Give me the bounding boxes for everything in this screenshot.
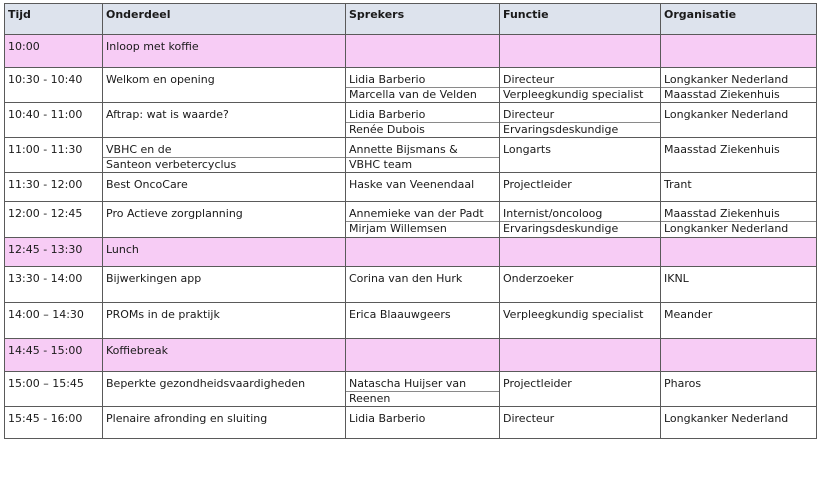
cell-onderdeel-line: PROMs in de praktijk — [106, 308, 220, 321]
cell-organisatie — [661, 267, 817, 303]
cell-functie — [500, 103, 661, 138]
cell-onderdeel — [103, 173, 346, 202]
cell-tijd — [5, 407, 103, 439]
cell-organisatie — [661, 303, 817, 339]
cell-sprekers — [346, 138, 500, 173]
cell-sprekers — [346, 267, 500, 303]
header-tijd: Tijd — [5, 4, 103, 35]
cell-functie-line: Ervaringsdeskundige — [503, 123, 619, 136]
cell-functie — [500, 68, 661, 103]
cell-tijd — [5, 35, 103, 68]
cell-onderdeel — [103, 339, 346, 372]
cell-sprekers-line: Annemieke van der Padt — [346, 207, 499, 222]
cell-sprekers-line: Renée Dubois — [349, 123, 425, 136]
table-row — [5, 372, 817, 407]
cell-onderdeel-line: Lunch — [106, 243, 139, 256]
cell-tijd-line: 15:00 – 15:45 — [8, 377, 84, 390]
cell-tijd-line: 10:00 — [8, 40, 40, 53]
break-row — [5, 339, 817, 372]
cell-sprekers-line: Erica Blaauwgeers — [349, 308, 451, 321]
cell-tijd-line: 13:30 - 14:00 — [8, 272, 83, 285]
cell-organisatie — [661, 407, 817, 439]
cell-onderdeel — [103, 372, 346, 407]
header-organisatie: Organisatie — [661, 4, 817, 35]
cell-organisatie-line: Longkanker Nederland — [664, 222, 789, 235]
cell-sprekers-line: Haske van Veenendaal — [349, 178, 475, 191]
cell-functie — [500, 372, 661, 407]
cell-tijd — [5, 173, 103, 202]
cell-organisatie — [661, 173, 817, 202]
cell-sprekers — [346, 238, 500, 267]
cell-tijd-line: 11:00 - 11:30 — [8, 143, 83, 156]
cell-tijd — [5, 202, 103, 238]
cell-sprekers — [346, 303, 500, 339]
cell-functie — [500, 267, 661, 303]
cell-tijd-line: 12:00 - 12:45 — [8, 207, 83, 220]
cell-organisatie-line: Maasstad Ziekenhuis — [664, 88, 780, 101]
cell-organisatie-line: IKNL — [664, 272, 689, 285]
cell-functie — [500, 407, 661, 439]
cell-organisatie — [661, 138, 817, 173]
cell-sprekers — [346, 339, 500, 372]
cell-organisatie-line: Longkanker Nederland — [661, 73, 816, 88]
cell-organisatie — [661, 103, 817, 138]
cell-onderdeel-line: Aftrap: wat is waarde? — [106, 108, 229, 121]
cell-tijd — [5, 372, 103, 407]
cell-sprekers — [346, 68, 500, 103]
cell-tijd-line: 11:30 - 12:00 — [8, 178, 83, 191]
table-row — [5, 103, 817, 138]
cell-functie-line: Directeur — [503, 412, 555, 425]
cell-functie-line: Verpleegkundig specialist — [503, 308, 644, 321]
cell-onderdeel — [103, 267, 346, 303]
cell-functie — [500, 303, 661, 339]
cell-functie-line: Projectleider — [503, 377, 572, 390]
cell-onderdeel — [103, 202, 346, 238]
cell-functie — [500, 339, 661, 372]
cell-organisatie-line: Pharos — [664, 377, 702, 390]
cell-organisatie-line: Longkanker Nederland — [664, 412, 789, 425]
cell-onderdeel-line: VBHC en de — [103, 143, 345, 158]
cell-onderdeel — [103, 68, 346, 103]
cell-functie-line: Internist/oncoloog — [500, 207, 660, 222]
cell-tijd-line: 10:40 - 11:00 — [8, 108, 83, 121]
cell-onderdeel — [103, 35, 346, 68]
cell-organisatie-line: Maasstad Ziekenhuis — [664, 143, 780, 156]
cell-sprekers-line: Lidia Barberio — [346, 73, 499, 88]
cell-tijd — [5, 303, 103, 339]
cell-onderdeel-line: Koffiebreak — [106, 344, 168, 357]
header-onderdeel: Onderdeel — [103, 4, 346, 35]
cell-onderdeel-line: Inloop met koffie — [106, 40, 199, 53]
table-row — [5, 138, 817, 173]
cell-organisatie — [661, 339, 817, 372]
table-row — [5, 68, 817, 103]
cell-sprekers-line: Lidia Barberio — [349, 412, 426, 425]
cell-functie — [500, 138, 661, 173]
table-row — [5, 173, 817, 202]
cell-onderdeel — [103, 407, 346, 439]
table-row — [5, 267, 817, 303]
cell-onderdeel-line: Santeon verbetercyclus — [106, 158, 237, 171]
cell-functie-line: Verpleegkundig specialist — [503, 88, 644, 101]
cell-organisatie-line: Meander — [664, 308, 713, 321]
cell-functie-line: Projectleider — [503, 178, 572, 191]
cell-functie — [500, 173, 661, 202]
cell-tijd — [5, 238, 103, 267]
cell-onderdeel-line: Welkom en opening — [106, 73, 215, 86]
break-row — [5, 35, 817, 68]
table-row — [5, 303, 817, 339]
cell-organisatie-line: Maasstad Ziekenhuis — [661, 207, 816, 222]
cell-tijd-line: 10:30 - 10:40 — [8, 73, 83, 86]
cell-onderdeel-line: Beperkte gezondheidsvaardigheden — [106, 377, 306, 390]
agenda-table — [4, 3, 817, 439]
cell-tijd-line: 14:00 – 14:30 — [8, 308, 84, 321]
cell-functie — [500, 35, 661, 68]
cell-organisatie — [661, 238, 817, 267]
cell-tijd — [5, 138, 103, 173]
cell-functie-line: Ervaringsdeskundige — [503, 222, 619, 235]
cell-tijd — [5, 339, 103, 372]
cell-onderdeel — [103, 103, 346, 138]
cell-tijd — [5, 103, 103, 138]
cell-sprekers — [346, 35, 500, 68]
cell-sprekers — [346, 407, 500, 439]
cell-functie — [500, 238, 661, 267]
cell-sprekers-line: Natascha Huijser van — [346, 377, 499, 392]
cell-organisatie-line: Longkanker Nederland — [664, 108, 789, 121]
cell-sprekers-line: Lidia Barberio — [346, 108, 499, 123]
cell-organisatie — [661, 202, 817, 238]
cell-tijd — [5, 267, 103, 303]
cell-tijd-line: 12:45 - 13:30 — [8, 243, 83, 256]
cell-sprekers-line: Marcella van de Velden — [349, 88, 477, 101]
cell-functie-line: Directeur — [500, 73, 660, 88]
cell-functie-line: Directeur — [500, 108, 660, 123]
cell-organisatie — [661, 35, 817, 68]
cell-organisatie — [661, 68, 817, 103]
header-functie: Functie — [500, 4, 661, 35]
header-row — [5, 4, 817, 35]
cell-onderdeel — [103, 238, 346, 267]
table-row — [5, 202, 817, 238]
cell-sprekers — [346, 103, 500, 138]
cell-onderdeel-line: Best OncoCare — [106, 178, 188, 191]
cell-onderdeel-line: Pro Actieve zorgplanning — [106, 207, 243, 220]
cell-onderdeel — [103, 303, 346, 339]
cell-functie-line: Onderzoeker — [503, 272, 574, 285]
cell-sprekers-line: Corina van den Hurk — [349, 272, 463, 285]
cell-tijd-line: 15:45 - 16:00 — [8, 412, 83, 425]
cell-sprekers-line: Mirjam Willemsen — [349, 222, 447, 235]
cell-sprekers — [346, 372, 500, 407]
cell-sprekers — [346, 173, 500, 202]
cell-functie — [500, 202, 661, 238]
agenda-body — [5, 35, 817, 439]
cell-tijd — [5, 68, 103, 103]
cell-sprekers-line: Reenen — [349, 392, 391, 405]
cell-organisatie-line: Trant — [664, 178, 692, 191]
cell-sprekers-line: VBHC team — [349, 158, 413, 171]
cell-organisatie — [661, 372, 817, 407]
cell-onderdeel-line: Plenaire afronding en sluiting — [106, 412, 268, 425]
break-row — [5, 238, 817, 267]
cell-functie-line: Longarts — [503, 143, 551, 156]
header-sprekers: Sprekers — [346, 4, 500, 35]
cell-onderdeel-line: Bijwerkingen app — [106, 272, 202, 285]
cell-tijd-line: 14:45 - 15:00 — [8, 344, 83, 357]
cell-onderdeel — [103, 138, 346, 173]
cell-sprekers-line: Annette Bijsmans & — [346, 143, 499, 158]
cell-sprekers — [346, 202, 500, 238]
table-row — [5, 407, 817, 439]
